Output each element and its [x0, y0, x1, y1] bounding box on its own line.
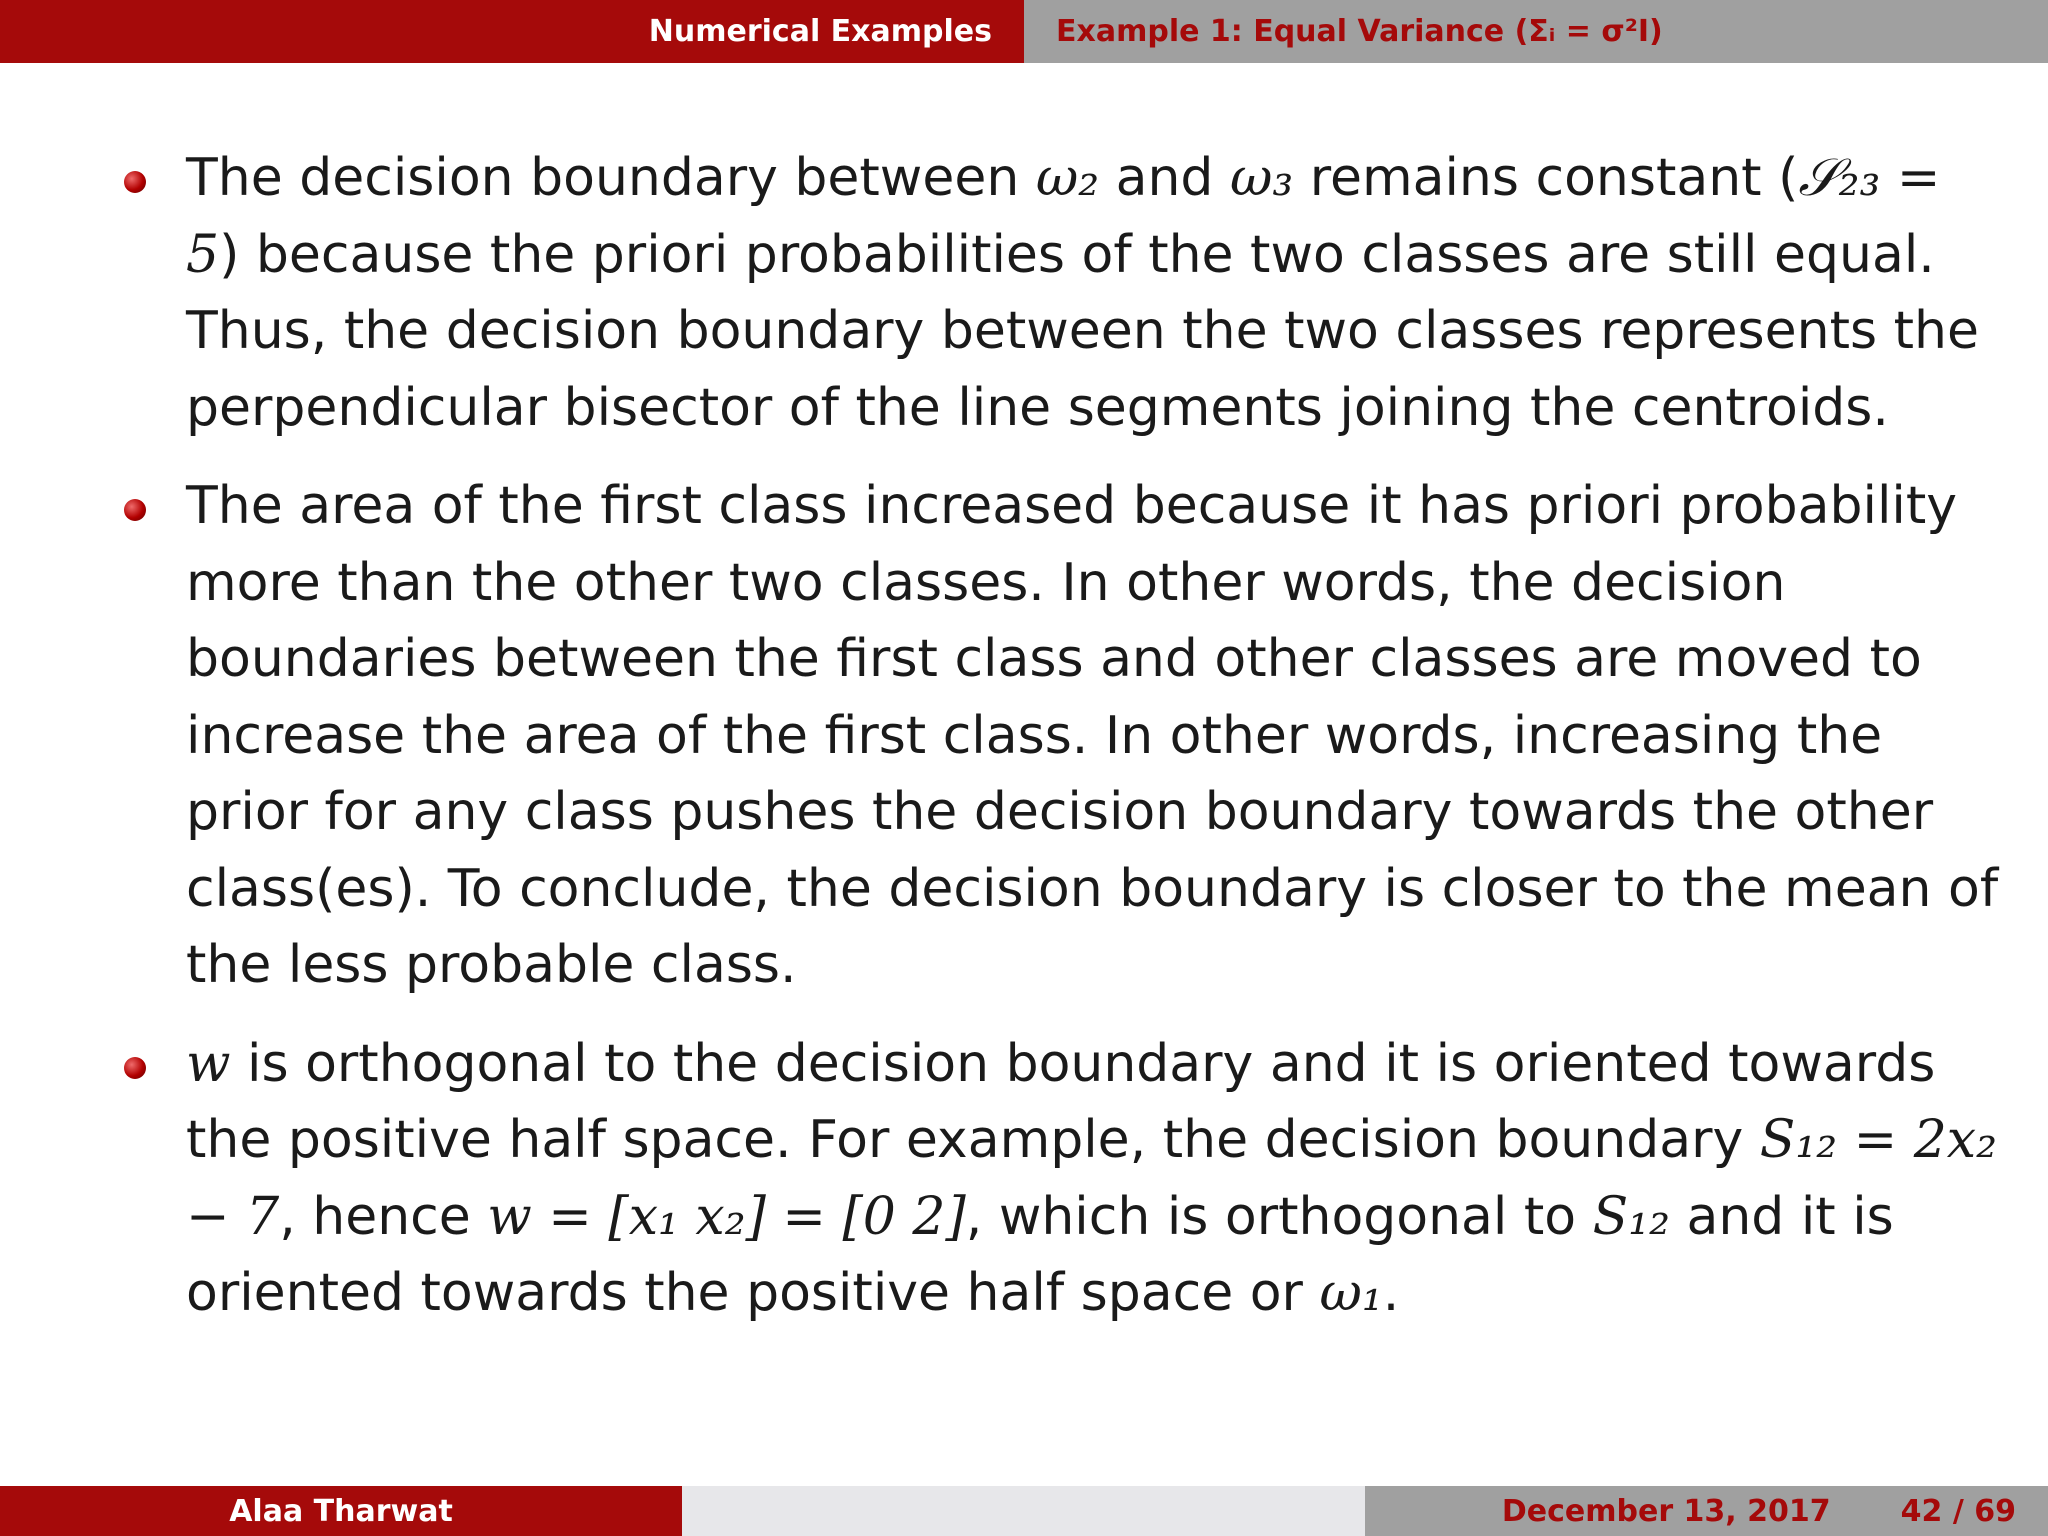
- slide-header: [0, 0, 2048, 63]
- bullet-icon: [124, 499, 146, 521]
- header-section-title: Numerical Examples: [0, 0, 1024, 63]
- text-segment: and it is oriented towards the positive half space or: [186, 1186, 1894, 1323]
- text-segment: , which is orthogonal to: [965, 1186, 1593, 1247]
- text-segment: is orthogonal to the decision boundary and it is oriented towards the positive half space. For example, the decision boundary: [186, 1033, 1936, 1170]
- slide-content: [124, 140, 2004, 1354]
- footer-spacer: [682, 1486, 1365, 1536]
- math-omega1: ω₁: [1319, 1263, 1383, 1323]
- bullet-text-1: [186, 140, 2004, 446]
- math-w: w: [186, 1033, 231, 1094]
- math-omega2: ω₂: [1035, 148, 1100, 208]
- math-s23: 𝒮₂₃ = 5: [186, 148, 1941, 285]
- bullet-text-2: The area of the first class increased because it has priori probability more than the other two classes. In other words, the decision boundaries between the first class and other classes are moved to increase the area of the first class. In other words, increasing the prior for any class pushes the decision boundary towards the other class(es). To conclude, the decision boundary is closer to the mean of the less probable class.: [186, 476, 1999, 995]
- bullet-item-1: [124, 140, 2004, 446]
- text-segment: and: [1099, 148, 1230, 208]
- slide-footer: [0, 1486, 2048, 1536]
- text-segment: ) because the priori probabilities of the two classes are still equal. Thus, the decision boundary between the two classes represents the perpendicular bisector of the line segments joining the centroids.: [186, 224, 1979, 438]
- bullet-text-3: [186, 1026, 2004, 1332]
- math-omega3: ω₃: [1229, 148, 1294, 208]
- math-s12: S₁₂: [1592, 1186, 1670, 1247]
- math-w-vector: w = [x₁ x₂] = [0 2]: [487, 1186, 966, 1247]
- header-subsection-text: Example 1: Equal Variance (Σᵢ = σ²I): [1056, 14, 1663, 49]
- text-segment: , hence: [279, 1186, 488, 1247]
- footer-page-number: 42 / 69: [1900, 1493, 2016, 1529]
- footer-author: Alaa Tharwat: [0, 1486, 682, 1536]
- bullet-item-3: [124, 1026, 2004, 1332]
- footer-date-page: [1365, 1486, 2048, 1536]
- footer-date: December 13, 2017: [1501, 1493, 1831, 1529]
- text-segment: The decision boundary between: [186, 148, 1036, 208]
- bullet-icon: [124, 1057, 146, 1079]
- bullet-icon: [124, 171, 146, 193]
- math-s12-equation: S₁₂ = 2x₂ − 7: [186, 1110, 1997, 1247]
- header-subsection-title: [1024, 0, 2048, 63]
- bullet-item-2: [124, 468, 2004, 1004]
- text-segment: .: [1382, 1263, 1400, 1323]
- text-segment: remains constant (: [1293, 148, 1799, 208]
